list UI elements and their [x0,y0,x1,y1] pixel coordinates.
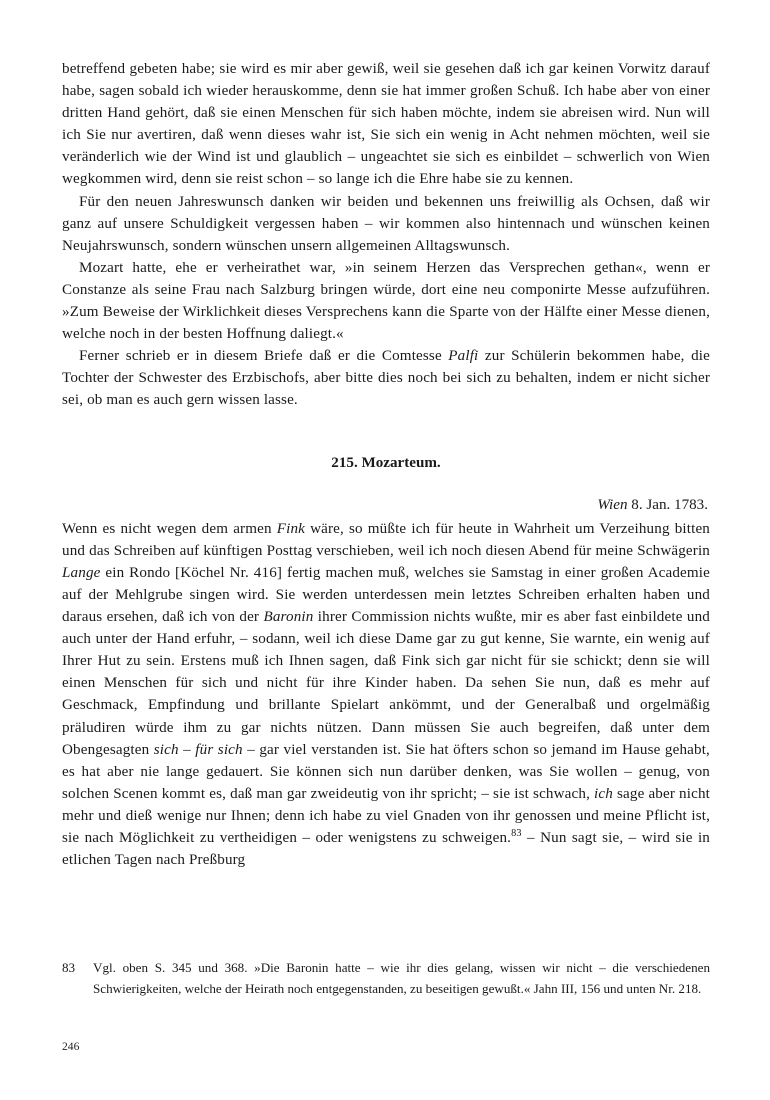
paragraph [62,257,710,345]
text-run: – gar viel verstanden ist. Sie hat öfters schon so jemand im Hause gehabt, es hat aber nie lange gedauert. Sie können sich nun darüber denken, was Sie wollen – genug, von solchen Scenen kommt es, daß man gar zweideutig von ihr spricht; – sie ist schwach, [62,741,710,802]
letter-paragraph-group [62,518,710,872]
heading-bottom-spacer [62,474,710,494]
letter-section-heading: 215. Mozarteum. [331,454,441,471]
emphasised-text: ich [594,785,613,802]
text-run: Wenn es nicht wegen dem armen [62,520,277,537]
text-run: Mozart hatte, ehe er verheirathet war, »in seinem Herzen das Versprechen gethan«, wenn er Constanze als seine Frau nach Salzburg bringen würde, dort eine neu componirte Messe aufzuführen. »Zum Beweise der Wirklichkeit dieses Versprechens kann die Sparte von der Hälfte einer Messe dienen, welche noch in der besten Hoffnung daliegt.« [62,259,710,343]
text-run: ihrer Commission nichts wußte, mir es aber fast einbildete und auch unter der Hand erfuhr, – sodann, weil ich diese Dame gar zu gut kenne, Sie warnte, ein wenig auf Ihrer Hut zu sein. Erstens muß ich Ihnen sagen, daß Fink sich gar nicht für sie schickt; denn sie will einen Menschen für sich und nicht für ihre Kinder haben. Da sehen Sie nun, daß es mehr auf Geschmack, Empfindung und brillante Spielart ankömmt, und der Generalbaß und orgelmäßig präludiren würde ihm zu gar nichts nützen. Dann müssen Sie auch begreifen, daß unter dem Obengesagten [62,609,710,758]
page-number: 246 [62,1040,80,1053]
paragraph [62,191,710,257]
emphasised-text: Fink [276,520,305,537]
emphasised-text: Lange [62,564,101,581]
paragraph [62,518,710,872]
paragraph [62,345,710,411]
paragraph [62,58,710,191]
text-run: – Nun sagt sie, – wird sie in etlichen Tagen nach Preßburg [62,830,710,869]
footnote-text [93,960,710,996]
dateline-date: 8. Jan. 1783. [627,496,708,513]
text-run: ein Rondo [Köchel Nr. 416] fertig machen muß, welches sie Samstag in einer großen Academie auf der Mehlgrube singen wird. Sie werden unterdessen mein letztes Schreiben erhalten haben und daraus ersehen, daß ich von der [62,564,710,626]
text-run: zur Schülerin bekommen habe, die Tochter der Schwester des Erzbischofs, aber bitte dies noch bei sich zu behalten, indem er nicht sicher sei, ob man es auch gern wissen lasse. [62,348,710,409]
text-run: Für den neuen Jahreswunsch danken wir beiden und bekennen uns freiwillig als Ochsen, daß wir ganz auf unsere Schuldigkeit vergessen haben – wir kommen also hintennach und wünschen keinen Neujahrswunsch, sondern wünschen unsern allgemeinen Alltagswunsch. [62,193,710,254]
body-paragraph-group [62,58,710,412]
main-text-column [62,58,710,871]
text-run: betreffend gebeten habe; sie wird es mir aber gewiß, weil sie gesehen daß ich gar keinen Vorwitz darauf habe, sagen sobald ich wieder herauskomme, denn sie hat immer großen Schuß. Ich habe aber von einer dritten Hand gehört, daß sie einen Menschen für sich haben möchte, indem sie abreisen wird. Nun will ich Sie nur avertiren, daß wenn dieses wahr ist, Sie sich ein wenig in Acht nehmen möchten, weil sie veränderlich wie der Wind ist und glaublich – ungeachtet sie sich es einbildet – schwerlich von Wien wegkommen wird, denn sie reist schon – so lange ich die Ehre habe sie zu kennen. [62,61,710,188]
footnote-reference-83[interactable]: 83 [511,827,522,839]
footnote-number: 83 [62,960,76,975]
footnote [62,958,710,999]
footnote-area [62,958,710,999]
dateline-place: Wien [597,496,628,513]
emphasised-text: Baronin [263,609,314,626]
emphasised-text: sich – für sich [153,741,243,758]
text-run: Vgl. oben S. 345 und 368. »Die Baronin hatte – wie ihr dies gelang, wissen wir nicht – die verschiedenen Schwierigkeiten, welche der Heirath noch entgegenstanden, zu beseitigen gewußt.« Jahn III, 156 und unten Nr. 218. [93,960,710,996]
footnote-list [62,958,710,999]
heading-top-spacer [62,412,710,452]
letter-dateline [62,494,710,516]
text-run: Ferner schrieb er in diesem Briefe daß er die Comtesse [79,348,449,365]
text-run: wäre, so müßte ich für heute in Wahrheit um Verzeihung bitten und das Schreiben auf künftigen Posttag verschieben, weil ich noch diesen Abend für meine Schwägerin [62,520,710,559]
text-run: sage aber nicht mehr und dieß wenige nur Ihnen; denn ich habe zu viel Gnaden von ihr genossen und meine Pflicht ist, sie nach Möglichkeit zu vertheidigen – oder wenigstens zu schweigen. [62,785,710,846]
emphasised-text: Palfi [448,348,479,365]
